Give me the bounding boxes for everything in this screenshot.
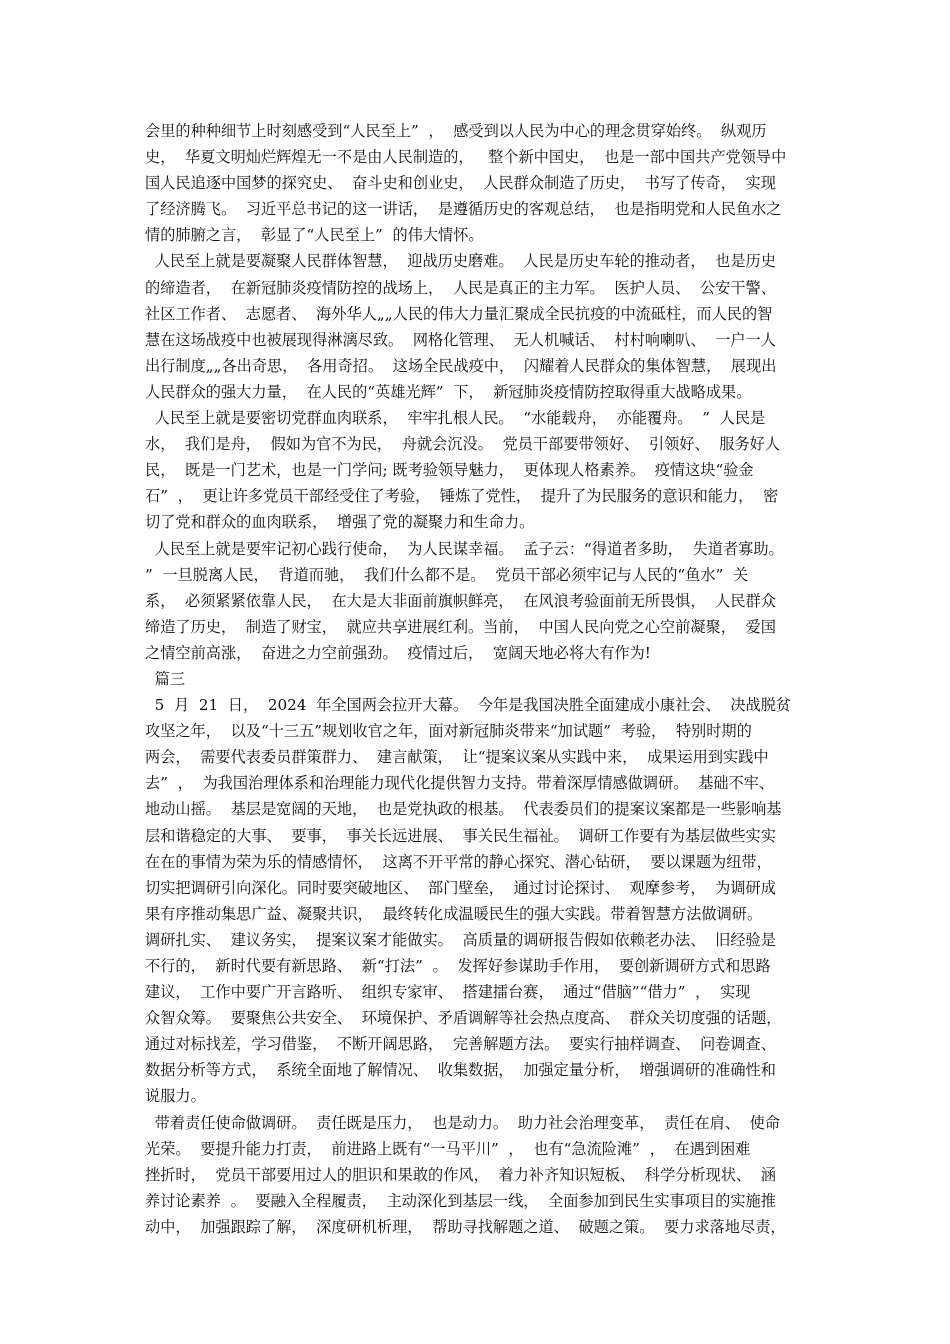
text-line: 人民群众的强大力量， 在人民的“英雄光辉” 下， 新冠肺炎疫情防控取得重大战略成果。 (145, 382, 752, 401)
text-line: 在在的事情为荣为乐的情感情怀， 这离不开平常的静心探究、潜心钻研， 要以课题为纽带， (145, 852, 772, 871)
text-line: 人民至上就是要凝聚人民群体智慧， 迎战历史磨难。 人民是历史车轮的推动者， 也是历史 (145, 252, 776, 271)
text-line: 社区工作者、 志愿者、 海外华人„„人民的伟大力量汇聚成全民抗疫的中流砥柱，而人民的智 (145, 304, 773, 323)
body-text (145, 118, 815, 1240)
text-line: 动中， 加强跟踪了解， 深度研机析理， 帮助寻找解题之道、 破题之策。 要力求落地尽责， (145, 1217, 786, 1236)
text-line: 说服力。 (145, 1087, 206, 1106)
text-line: 了经济腾飞。 习近平总书记的这一讲话， 是遵循历史的客观总结， 也是指明党和人民鱼水之 (145, 200, 782, 219)
text-line: 光荣。 要提升能力打责， 前进路上既有“一马平川” ， 也有“急流险滩” ， 在遇到困难 (145, 1139, 751, 1158)
text-line: 5 月 21 日， 2024 年全国两会拉开大幕。 今年是我国决胜全面建成小康社会、 决战脱贫 (145, 696, 792, 715)
text-line: 情的肺腑之言， 彰显了“人民至上” 的伟大情怀。 (145, 226, 484, 245)
text-line: 人民至上就是要牢记初心践行使命， 为人民谋幸福。 孟子云：“得道者多助， 失道者寡助。 (145, 539, 784, 558)
text-line: 攻坚之年， 以及“十三五”规划收官之年，面对新冠肺炎带来“加试题” 考验， 特别时期的 (145, 722, 752, 741)
text-line: 石” ， 更让许多党员干部经受住了考验， 锤炼了党性， 提升了为民服务的意识和能力， 密 (145, 487, 779, 506)
text-line: 的缔造者， 在新冠肺炎疫情防控的战场上， 人民是真正的主力军。 医护人员、 公安干警、 (145, 278, 776, 297)
text-line: 民， 既是一门艺术，也是一门学问; 既考验领导魅力， 更体现人格素养。 疫情这块“验金 (145, 461, 754, 480)
text-line: 地动山摇。 基层是宽阔的天地， 也是党执政的根基。 代表委员们的提案议案都是一些影响基 (145, 800, 782, 819)
text-line: 切了党和群众的血肉联系， 增强了党的凝聚力和生命力。 (145, 513, 535, 532)
text-line: 之情空前高涨， 奋进之力空前强劲。 疫情过后， 宽阔天地必将大有作为! (145, 643, 651, 662)
text-line: 挫折时， 党员干部要用过人的胆识和果敢的作风， 着力补齐知识短板、 科学分析现状、 涵 (145, 1165, 776, 1184)
text-line: ” 一旦脱离人民， 背道而驰， 我们什么都不是。 党员干部必须牢记与人民的“鱼水” 关 (145, 565, 749, 584)
text-line: 去” ， 为我国治理体系和治理能力现代化提供智力支持。带着深厚情感做调研。 基础不牢、 (145, 774, 775, 793)
text-line: 建议， 工作中要广开言路听、 组织专家审、 搭建擂台赛， 通过“借脑”“借力” ， 实现 (145, 983, 751, 1002)
text-line: 系， 必须紧紧依靠人民， 在大是大非面前旗帜鲜亮， 在风浪考验面前无所畏惧， 人民群众 (145, 591, 776, 610)
text-line: 国人民追逐中国梦的探究史、 奋斗史和创业史， 人民群众制造了历史， 书写了传奇， 实现 (145, 174, 776, 193)
text-line: 切实把调研引向深化。同时要突破地区、 部门壁垒， 通过讨论探讨、 观摩参考， 为调研成 (145, 878, 776, 897)
text-line: 层和谐稳定的大事、 要事， 事关长远进展、 事关民生福祉。 调研工作要有为基层做些实实 (145, 826, 776, 845)
text-line: 养讨论素养 。 要融入全程履责， 主动深化到基层一线， 全面参加到民生实事项目的实施推 (145, 1191, 776, 1210)
text-line: 调研扎实、 建议务实， 提案议案才能做实。 高质量的调研报告假如依赖老办法、 旧经验是 (145, 930, 776, 949)
text-line: 水， 我们是舟， 假如为官不为民， 舟就会沉没。 党员干部要带领好、 引领好、 服务好人 (145, 435, 781, 454)
text-line: 篇三 (145, 669, 186, 688)
text-line: 通过对标找差，学习借鉴， 不断开阔思路， 完善解题方法。 要实行抽样调查、 问卷调查、 (145, 1035, 776, 1054)
text-line: 人民至上就是要密切党群血肉联系， 牢牢扎根人民。 “水能载舟， 亦能覆舟。 ” 人民是 (145, 409, 766, 428)
text-line: 不行的， 新时代要有新思路、 新“打法” 。 发挥好参谋助手作用， 要创新调研方式和思路 (145, 957, 771, 975)
text-line: 数据分析等方式， 系统全面地了解情况、 收集数据， 加强定量分析， 增强调研的准确性和 (145, 1061, 776, 1080)
text-line: 慧在这场战疫中也被展现得淋漓尽致。 网格化管理、 无人机喊话、 村村响喇叭、 一户一人 (145, 330, 776, 349)
text-line: 带着责任使命做调研。 责任既是压力， 也是动力。 助力社会治理变革， 责任在肩、 使命 (145, 1113, 781, 1132)
text-line: 会里的种种细节上时刻感受到“人民至上” ， 感受到以人民为中心的理念贯穿始终。 纵观历 (145, 122, 767, 140)
text-line: 出行制度„„各出奇思， 各用奇招。 这场全民战疫中， 闪耀着人民群众的集体智慧， 展现出 (145, 356, 777, 375)
text-line: 缔造了历史， 制造了财宝， 就应共享进展红利。当前， 中国人民向党之心空前凝聚， 爱国 (145, 617, 776, 636)
text-line: 史， 华夏文明灿烂辉煌无一不是由人民制造的， 整个新中国史， 也是一部中国共产党领导中 (145, 148, 787, 167)
text-line: 果有序推动集思广益、凝聚共识， 最终转化成温暖民生的强大实践。带着智慧方法做调研。 (145, 904, 763, 923)
text-line: 两会， 需要代表委员群策群力、 建言献策， 让“提案议案从实践中来， 成果运用到实践中 (145, 748, 769, 767)
text-line: 众智众筹。 要聚焦公共安全、 环境保护、矛盾调解等社会热点度高、 群众关切度强的话题， (145, 1009, 782, 1028)
